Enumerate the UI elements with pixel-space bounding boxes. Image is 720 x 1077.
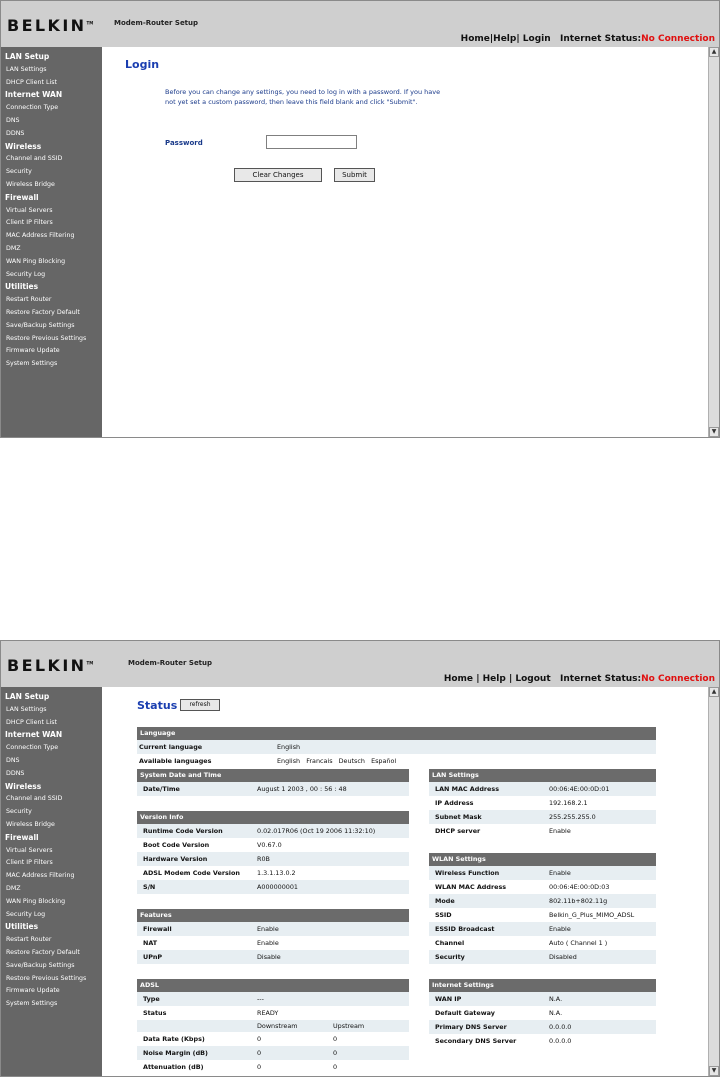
column-header-downstream: Downstream: [257, 1022, 298, 1030]
row-label: Available languages: [139, 757, 212, 765]
sidebar-item-wan-ping-blocking[interactable]: WAN Ping Blocking: [6, 897, 66, 905]
sidebar-item-restore-previous-settings[interactable]: Restore Previous Settings: [6, 974, 87, 982]
sidebar-item-wireless-bridge[interactable]: Wireless Bridge: [6, 820, 55, 828]
table-row: [429, 1034, 656, 1048]
row-value: 1.3.1.13.0.2: [257, 869, 296, 877]
scroll-down-icon[interactable]: ▼: [709, 427, 719, 437]
column-header-upstream: Upstream: [333, 1022, 365, 1030]
internet-status-label: Internet Status:: [560, 34, 642, 44]
home-link[interactable]: Home: [443, 674, 474, 684]
row-label: Mode: [435, 897, 455, 905]
table-row: [137, 866, 409, 880]
row-label: Subnet Mask: [435, 813, 482, 821]
row-value: 0.0.0.0: [549, 1023, 572, 1031]
row-label: Security: [435, 953, 465, 961]
sidebar-section-wireless: Wireless: [5, 141, 42, 151]
sidebar-item-save-backup-settings[interactable]: Save/Backup Settings: [6, 321, 75, 329]
password-label: Password: [165, 139, 203, 147]
password-field[interactable]: [266, 135, 357, 149]
table-row: [137, 1046, 409, 1060]
section-header: ADSL: [137, 979, 409, 992]
internet-status-value: No Connection: [641, 34, 715, 44]
sidebar-item-connection-type[interactable]: Connection Type: [6, 104, 59, 112]
table-row: [429, 810, 656, 824]
sidebar-item-dhcp-client-list[interactable]: DHCP Client List: [6, 718, 58, 726]
table-row: [429, 1006, 656, 1020]
lan-settings-table: [429, 769, 656, 838]
sidebar-section-lan-setup: LAN Setup: [5, 692, 50, 701]
top-nav: [461, 34, 715, 44]
row-label: LAN MAC Address: [435, 785, 499, 793]
language-table: [137, 727, 656, 768]
sidebar-item-firmware-update[interactable]: Firmware Update: [6, 987, 60, 995]
row-value: R0B: [257, 855, 270, 863]
sidebar-item-dns[interactable]: DNS: [6, 116, 20, 124]
row-value: Disable: [257, 953, 281, 961]
table-row: [137, 838, 409, 852]
row-label: Primary DNS Server: [435, 1023, 507, 1031]
row-label: Attenuation (dB): [143, 1063, 204, 1071]
language-links: [277, 754, 396, 768]
sidebar-item-wan-ping-blocking[interactable]: WAN Ping Blocking: [6, 257, 66, 265]
sidebar-item-dns[interactable]: DNS: [6, 756, 20, 764]
sidebar-item-dmz[interactable]: DMZ: [6, 244, 21, 252]
sidebar-item-security[interactable]: Security: [6, 168, 32, 176]
language-link-deutsch[interactable]: Deutsch: [338, 757, 365, 765]
belkin-logo: BELKIN™: [7, 656, 94, 675]
sidebar-item-restore-previous-settings[interactable]: Restore Previous Settings: [6, 334, 87, 342]
table-row: [429, 796, 656, 810]
row-value: A000000001: [257, 883, 298, 891]
row-value: Enable: [549, 869, 571, 877]
upstream-value: 0: [333, 1049, 338, 1057]
table-row: [137, 1020, 409, 1032]
datetime-table: [137, 769, 409, 796]
row-label: Status: [143, 1009, 167, 1017]
table-row: [429, 936, 656, 950]
row-value: 00:06:4E:00:0D:01: [549, 785, 610, 793]
section-header: Version Info: [137, 811, 409, 824]
row-value: 00:06:4E:00:0D:03: [549, 883, 610, 891]
table-row: [137, 754, 656, 768]
scrollbar[interactable]: [708, 687, 719, 1076]
row-value: 192.168.2.1: [549, 799, 588, 807]
help-link[interactable]: Help: [493, 34, 517, 44]
row-label: Secondary DNS Server: [435, 1037, 517, 1045]
row-value: Disabled: [549, 953, 577, 961]
internet-status-label: Internet Status:: [560, 674, 642, 684]
row-value: Belkin_G_Plus_MIMO_ADSL: [549, 911, 635, 919]
row-value: 0.02.017R06 (Oct 19 2006 11:32:10): [257, 827, 376, 835]
row-label: ADSL Modem Code Version: [143, 869, 240, 877]
submit-button[interactable]: Submit: [334, 168, 375, 182]
table-row: [429, 1020, 656, 1034]
sidebar-item-client-ip-filters[interactable]: Client IP Filters: [6, 859, 53, 867]
row-label: Current language: [139, 743, 203, 751]
section-header: Internet Settings: [429, 979, 656, 992]
login-link[interactable]: Login: [522, 34, 551, 44]
sidebar-item-dmz[interactable]: DMZ: [6, 884, 21, 892]
row-value: N.A.: [549, 1009, 563, 1017]
sidebar-item-restart-router[interactable]: Restart Router: [6, 296, 52, 304]
row-label: Default Gateway: [435, 1009, 495, 1017]
row-value: Enable: [549, 925, 571, 933]
sidebar-item-connection-type[interactable]: Connection Type: [6, 744, 59, 752]
sidebar-item-wireless-bridge[interactable]: Wireless Bridge: [6, 180, 55, 188]
table-row: [137, 782, 409, 796]
sidebar-section-firewall: Firewall: [5, 832, 39, 842]
row-label: S/N: [143, 883, 156, 891]
row-value: Enable: [549, 827, 571, 835]
row-label: Channel: [435, 939, 465, 947]
sidebar-item-save-backup-settings[interactable]: Save/Backup Settings: [6, 961, 75, 969]
downstream-value: 0: [257, 1063, 262, 1071]
login-instructions: Before you can change any settings, you need to log in with a password. If you have not yet set a custom password, then leave this field blank and click "Submit".: [165, 88, 441, 106]
help-link[interactable]: Help: [482, 674, 506, 684]
refresh-button[interactable]: refresh: [180, 699, 220, 711]
row-value: English: [277, 743, 301, 751]
status-window: [0, 640, 720, 1077]
table-row: [429, 782, 656, 796]
table-row: [429, 866, 656, 880]
sidebar-item-virtual-servers[interactable]: Virtual Servers: [6, 206, 53, 214]
row-label: ESSID Broadcast: [435, 925, 495, 933]
upstream-value: 0: [333, 1035, 338, 1043]
row-label: Type: [143, 995, 160, 1003]
sidebar-item-client-ip-filters[interactable]: Client IP Filters: [6, 219, 53, 227]
sidebar-item-restore-factory-default[interactable]: Restore Factory Default: [6, 308, 80, 316]
row-label: NAT: [143, 939, 158, 947]
row-label: Wireless Function: [435, 869, 500, 877]
sidebar-item-channel-and-ssid[interactable]: Channel and SSID: [6, 795, 63, 803]
row-label: SSID: [435, 911, 452, 919]
table-row: [429, 992, 656, 1006]
row-value: 0.0.0.0: [549, 1037, 572, 1045]
row-value: ---: [257, 995, 264, 1003]
wlan-settings-table: [429, 853, 656, 964]
top-nav: [444, 674, 715, 684]
sidebar-item-security[interactable]: Security: [6, 808, 32, 816]
sidebar-item-dhcp-client-list[interactable]: DHCP Client List: [6, 78, 58, 86]
language-link-espanol[interactable]: Español: [371, 757, 397, 765]
row-value: 255.255.255.0: [549, 813, 596, 821]
product-title: Modem-Router Setup: [128, 659, 213, 667]
sidebar-item-channel-and-ssid[interactable]: Channel and SSID: [6, 155, 63, 163]
section-header: System Date and Time: [137, 769, 409, 782]
sidebar-section-utilities: Utilities: [5, 282, 39, 292]
row-value: 802.11b+802.11g: [549, 897, 608, 905]
row-label: Runtime Code Version: [143, 827, 223, 835]
table-row: [137, 950, 409, 964]
clear-changes-button[interactable]: Clear Changes: [234, 168, 322, 182]
nav-separator: |: [508, 674, 513, 684]
table-row: [137, 992, 409, 1006]
row-label: Firewall: [143, 925, 172, 933]
scroll-up-icon[interactable]: ▲: [709, 687, 719, 697]
language-link-english[interactable]: English: [277, 757, 301, 765]
sidebar-item-ddns[interactable]: DDNS: [6, 769, 25, 777]
sidebar-item-mac-address-filtering[interactable]: MAC Address Filtering: [6, 232, 75, 240]
adsl-table: [137, 979, 409, 1074]
row-value: V0.67.0: [257, 841, 282, 849]
table-row: [137, 1032, 409, 1046]
row-value: Auto ( Channel 1 ): [549, 939, 608, 947]
sidebar-section-utilities: Utilities: [5, 922, 39, 932]
sidebar-section-wireless: Wireless: [5, 781, 42, 791]
row-label: UPnP: [143, 953, 163, 961]
features-table: [137, 909, 409, 964]
header-bar: [1, 1, 719, 47]
language-link-francais[interactable]: Francais: [306, 757, 333, 765]
row-label: WAN IP: [435, 995, 462, 1003]
row-label: IP Address: [435, 799, 474, 807]
sidebar-item-ddns[interactable]: DDNS: [6, 129, 25, 137]
home-link[interactable]: Home: [460, 34, 490, 44]
row-label: WLAN MAC Address: [435, 883, 507, 891]
row-label: Hardware Version: [143, 855, 208, 863]
table-row: [137, 936, 409, 950]
downstream-value: 0: [257, 1049, 262, 1057]
nav-separator: |: [489, 34, 494, 44]
login-window: [0, 0, 720, 438]
table-row: [137, 1006, 409, 1020]
section-header: Language: [137, 727, 656, 740]
downstream-value: 0: [257, 1035, 262, 1043]
table-row: [429, 880, 656, 894]
sidebar-item-lan-settings[interactable]: LAN Settings: [6, 65, 47, 73]
sidebar-item-restore-factory-default[interactable]: Restore Factory Default: [6, 948, 80, 956]
sidebar-item-restart-router[interactable]: Restart Router: [6, 936, 52, 944]
header-bar: [1, 641, 719, 687]
scrollbar[interactable]: [708, 47, 719, 437]
sidebar: [1, 47, 102, 437]
table-row: [137, 880, 409, 894]
sidebar-section-internet-wan: Internet WAN: [5, 90, 63, 100]
internet-settings-table: [429, 979, 656, 1048]
row-label: Data Rate (Kbps): [143, 1035, 205, 1043]
table-row: [429, 908, 656, 922]
scroll-down-icon[interactable]: ▼: [709, 1066, 719, 1076]
page-title: Login: [125, 58, 160, 71]
row-value: N.A.: [549, 995, 563, 1003]
nav-separator: |: [476, 674, 480, 684]
table-row: [137, 740, 656, 754]
row-label: Date/Time: [143, 785, 180, 793]
row-value: August 1 2003 , 00 : 56 : 48: [257, 785, 347, 793]
sidebar-item-system-settings[interactable]: System Settings: [6, 360, 58, 368]
sidebar-item-firmware-update[interactable]: Firmware Update: [6, 347, 60, 355]
logout-link[interactable]: Logout: [515, 674, 551, 684]
section-header: WLAN Settings: [429, 853, 656, 866]
section-header: Features: [137, 909, 409, 922]
sidebar-item-security-log[interactable]: Security Log: [6, 270, 46, 278]
nav-separator: |: [516, 34, 520, 44]
product-title: Modem-Router Setup: [114, 19, 199, 27]
row-label: Boot Code Version: [143, 841, 210, 849]
section-header: LAN Settings: [429, 769, 656, 782]
row-value: Enable: [257, 925, 279, 933]
table-row: [137, 824, 409, 838]
table-row: [137, 1060, 409, 1074]
internet-status-value: No Connection: [641, 674, 715, 684]
table-row: [429, 922, 656, 936]
row-value: Enable: [257, 939, 279, 947]
belkin-logo: BELKIN™: [7, 16, 94, 35]
sidebar: [1, 687, 102, 1076]
sidebar-section-firewall: Firewall: [5, 192, 39, 202]
sidebar-item-mac-address-filtering[interactable]: MAC Address Filtering: [6, 872, 75, 880]
sidebar-section-internet-wan: Internet WAN: [5, 730, 63, 740]
sidebar-item-lan-settings[interactable]: LAN Settings: [6, 705, 47, 713]
row-label: Noise Margin (dB): [143, 1049, 208, 1057]
sidebar-item-virtual-servers[interactable]: Virtual Servers: [6, 846, 53, 854]
table-row: [429, 950, 656, 964]
version-info-table: [137, 811, 409, 894]
row-label: DHCP server: [435, 827, 481, 835]
row-value: READY: [257, 1009, 279, 1017]
table-row: [137, 922, 409, 936]
sidebar-item-system-settings[interactable]: System Settings: [6, 1000, 58, 1008]
sidebar-item-security-log[interactable]: Security Log: [6, 910, 46, 918]
table-row: [137, 852, 409, 866]
table-row: [429, 894, 656, 908]
sidebar-section-lan-setup: LAN Setup: [5, 52, 50, 61]
table-row: [429, 824, 656, 838]
upstream-value: 0: [333, 1063, 338, 1071]
page-title: Status: [137, 699, 178, 712]
scroll-up-icon[interactable]: ▲: [709, 47, 719, 57]
